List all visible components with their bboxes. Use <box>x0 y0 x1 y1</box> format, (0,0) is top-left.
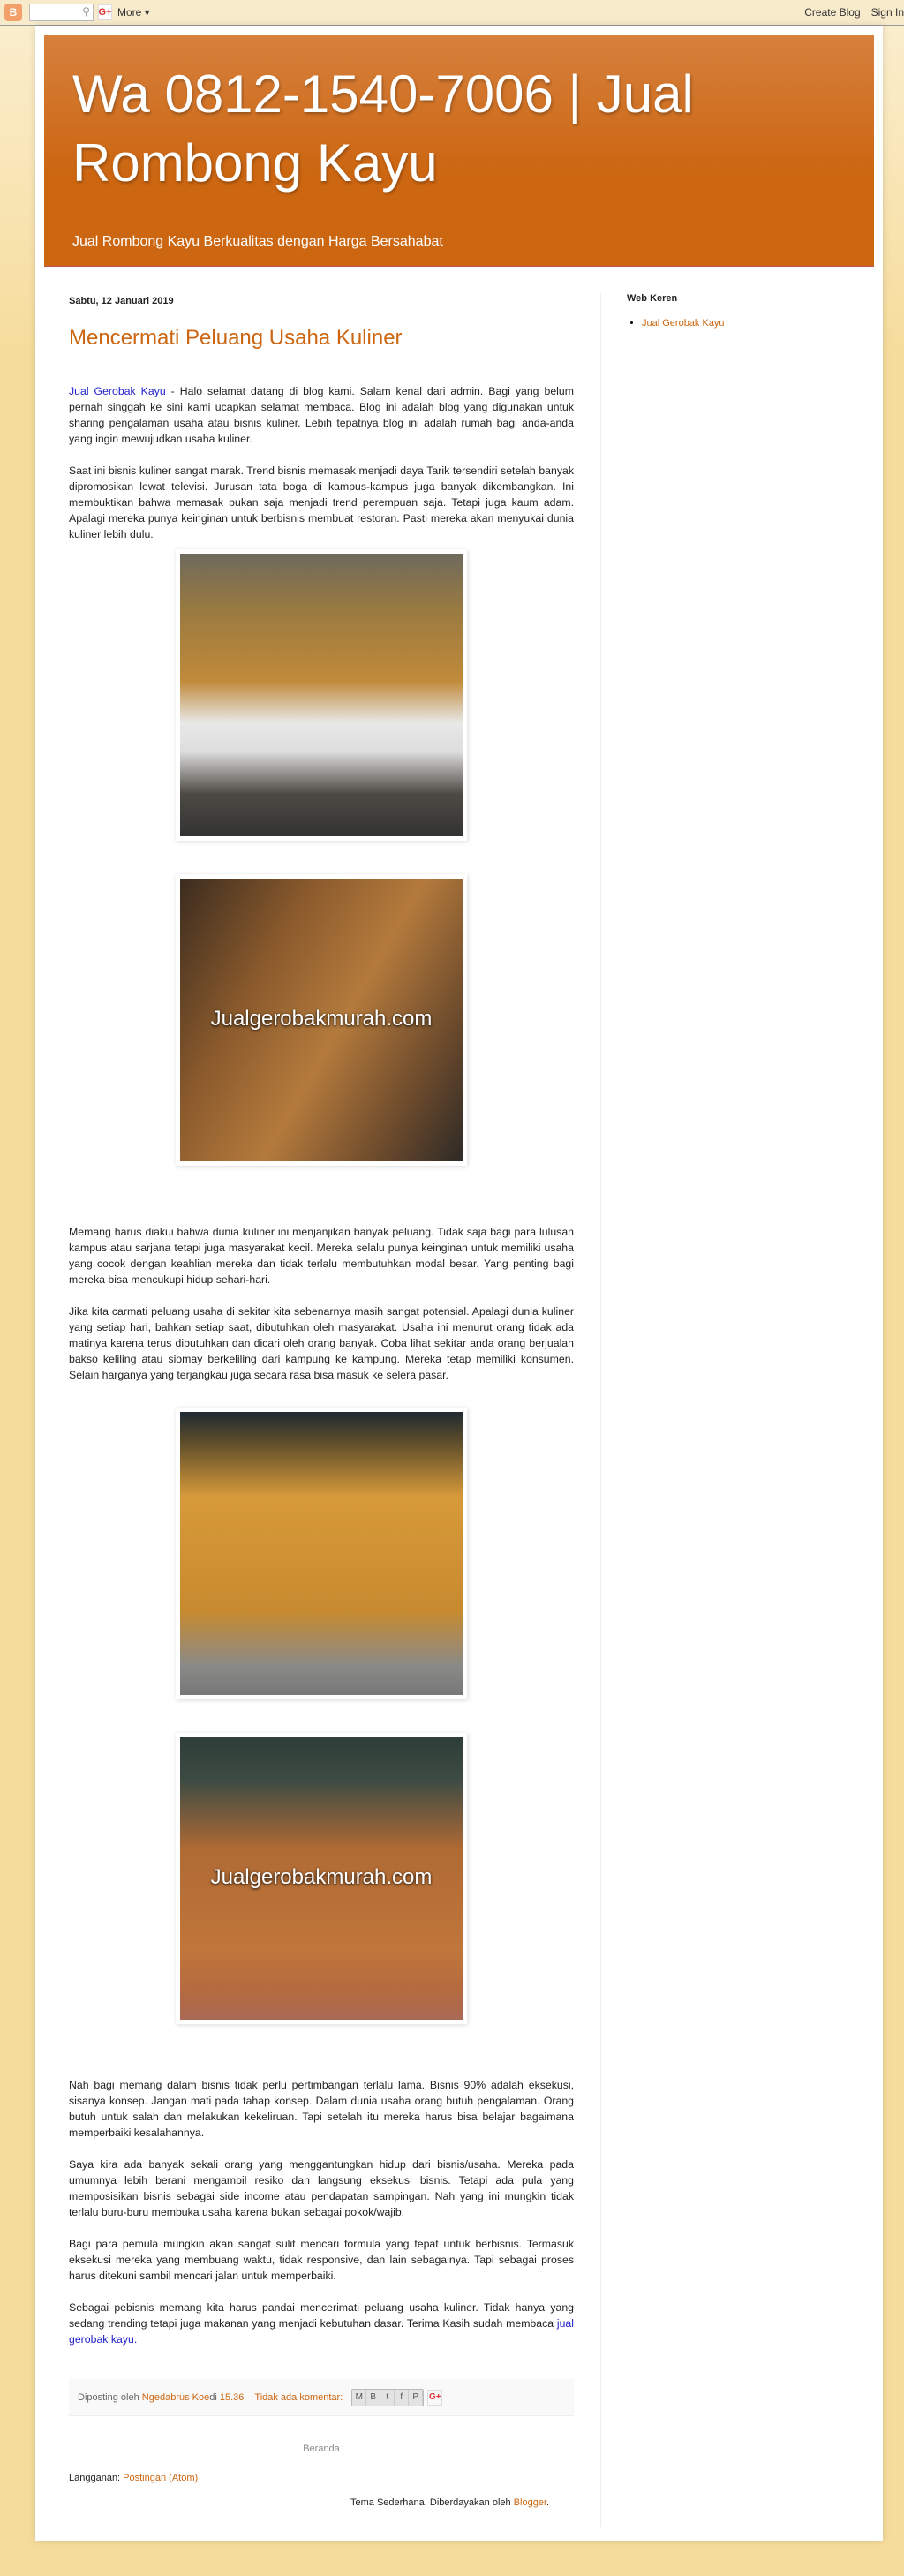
paragraph-text: Sebagai pebisnis memang kita harus pandai mencerimati peluang usaha kuliner. Tidak hanya yang sedang trending tetapi juga makanan yang menjadi kebutuhan dasar. Terima Kasih sudah membaca <box>69 2301 574 2330</box>
share-buttons <box>351 2389 424 2406</box>
image-watermark: Jualgerobakmurah.com <box>210 1007 433 1031</box>
search-icon[interactable]: ⚲ <box>82 5 90 18</box>
post-image-frame <box>176 1408 467 1699</box>
paragraph <box>69 383 574 447</box>
post-image-frame <box>176 874 467 1166</box>
twitter-share-icon[interactable]: t <box>380 2390 395 2406</box>
subscribe-label: Langganan: <box>69 2473 124 2483</box>
posted-by-label: Diposting oleh <box>78 2391 139 2403</box>
home-link[interactable]: Beranda <box>303 2444 340 2454</box>
paragraph: Saat ini bisnis kuliner sangat marak. Trend bisnis memasak menjadi daya Tarik tersendiri setelah banyak dipromosikan lewat televisi. Jurusan tata boga di kampus-kampus juga banyak dikembangkan. Ini membuktikan bahwa memasak bukan saja menjadi trend perempuan saja. Tetapi juga kaum adam. Apalagi mereka punya keinginan untuk berbisnis membuat restoran. Pasti mereka akan menyukai dunia kuliner lebih dulu. <box>69 465 574 540</box>
create-blog-link[interactable]: Create Blog <box>804 6 861 19</box>
jual-gerobak-kayu-link[interactable]: Jual Gerobak Kayu <box>69 385 166 397</box>
comments-link[interactable]: Tidak ada komentar: <box>254 2391 343 2403</box>
post-image-frame <box>176 549 467 841</box>
pinterest-share-icon[interactable]: P <box>409 2390 423 2406</box>
blog-share-icon[interactable]: B <box>366 2390 380 2406</box>
paragraph: Saya kira ada banyak sekali orang yang menggantungkan hidup dari bisnis/usaha. Mereka pada umumnya lebih berani mengambil resiko dan langsung eksekusi bisnis. Tetapi ada pula yang memposisikan bisnis sebagai side income atau pendapatan sampingan. Nah yang ini mungkin tidak terlalu buru-buru membuka usaha karena bukan sebagai pokok/wajib. <box>69 2158 574 2218</box>
blogger-link[interactable]: Blogger <box>513 2497 546 2508</box>
sidebar <box>627 293 874 329</box>
sidebar-link-jual-gerobak-kayu[interactable]: Jual Gerobak Kayu <box>642 318 725 329</box>
subscribe-line <box>69 2470 574 2486</box>
post-body <box>69 383 574 2347</box>
footer-credits <box>350 2497 549 2508</box>
blogger-navbar <box>0 0 904 26</box>
post-footer <box>69 2379 574 2416</box>
blog-title[interactable]: Wa 0812-1540-7006 | Jual Rombong Kayu <box>72 64 694 193</box>
image-watermark: Jualgerobakmurah.com <box>210 1865 433 1889</box>
post-image-cart-1[interactable] <box>180 554 463 836</box>
sign-in-link[interactable]: Sign In <box>870 6 904 19</box>
email-share-icon[interactable]: M <box>352 2390 366 2406</box>
post-image-cart-3[interactable] <box>180 1412 463 1695</box>
more-menu-button[interactable]: More ▾ <box>117 6 150 19</box>
sidebar-heading: Web Keren <box>627 293 678 304</box>
paragraph: Bagi para pemula mungkin akan sangat sulit mencari formula yang tepat untuk berbisnis. Termasuk eksekusi mereka yang membuang waktu, tidak responsive, dan lain sebagainya. Tapi sebagai proses harus ditekuni sambil mencari jalan untuk memperbaiki. <box>69 2238 574 2282</box>
google-plus-button[interactable]: G+ <box>98 4 112 20</box>
post-image-cart-4[interactable] <box>180 1737 463 2020</box>
blogger-logo-icon[interactable]: B <box>4 4 22 21</box>
paragraph-text: - Halo selamat datang di blog kami. Salam kenal dari admin. Bagi yang belum pernah singgah ke sini kami ucapkan selamat membaca. Blog ini adalah blog yang digunakan untuk sharing pengalaman usaha atau bisnis kuliner. Lebih tepatnya blog ini adalah rumah bagi anda-anda yang ingin mewujudkan usaha kuliner. <box>69 385 574 445</box>
atom-feed-link[interactable]: Postingan (Atom) <box>123 2473 199 2483</box>
post-time-link[interactable]: 15.36 <box>219 2391 245 2403</box>
at-label: di <box>209 2391 217 2403</box>
google-plus-share-button[interactable]: G+ <box>427 2390 442 2406</box>
post-image-frame <box>176 1733 467 2024</box>
paragraph: Nah bagi memang dalam bisnis tidak perlu pertimbangan terlalu lama. Bisnis 90% adalah eksekusi, sisanya konsep. Jangan mati pada tahap konsep. Dalam dunia usaha orang butuh pengalaman. Orang butuh untuk salah dan melakukan kekeliruan. Tapi setelah itu mereka harus bisa belajar bagaimana memperbaiki kesalahannya. <box>69 2079 574 2139</box>
footer-end: . <box>546 2497 550 2508</box>
post-date: Sabtu, 12 Januari 2019 <box>69 296 174 306</box>
paragraph <box>69 2300 574 2347</box>
blog-description: Jual Rombong Kayu Berkualitas dengan Harga Bersahabat <box>72 234 443 249</box>
facebook-share-icon[interactable]: f <box>395 2390 409 2406</box>
author-link[interactable]: Ngedabrus Koe <box>141 2391 210 2403</box>
paragraph: Jika kita carmati peluang usaha di sekitar kita sebenarnya masih sangat potensial. Apalagi dunia kuliner yang setiap hari, bahkan setiap saat, dibutuhkan oleh masyarakat. Usaha ini menurut orang tidak ada matinya karena terus dibutuhkan dan dicari oleh orang banyak. Coba lihat sekitar anda orang berjualan bakso keliling atau siomay berkeliling dari kampung ke kampung. Mereka tetap memiliki konsumen. Selain harganya yang terjangkau juga secara rasa bisa masuk ke selera pasar. <box>69 1305 574 1381</box>
post-image-cart-2[interactable] <box>180 879 463 1161</box>
post-title[interactable]: Mencermati Peluang Usaha Kuliner <box>69 326 403 350</box>
page-content <box>35 26 883 2541</box>
column-divider <box>600 293 601 2527</box>
blog-header <box>44 35 874 267</box>
footer-text: Tema Sederhana. Diberdayakan oleh <box>350 2497 514 2508</box>
jual-gerobak-kayu-link-2[interactable]: jual gerobak kayu. <box>69 2317 574 2346</box>
main-column <box>69 293 574 2486</box>
search-input[interactable] <box>29 4 94 21</box>
paragraph: Memang harus diakui bahwa dunia kuliner ini menjanjikan banyak peluang. Tidak saja bagi para lulusan kampus atau sarjana tetapi juga masyarakat kecil. Mereka selalu punya keinginan untuk memiliki usaha yang cocok dengan keahlian mereka dan tidak terlalu membutuhkan modal besar. Yang penting bagi mereka bisa mencukupi hidup sehari-hari. <box>69 1226 574 1286</box>
